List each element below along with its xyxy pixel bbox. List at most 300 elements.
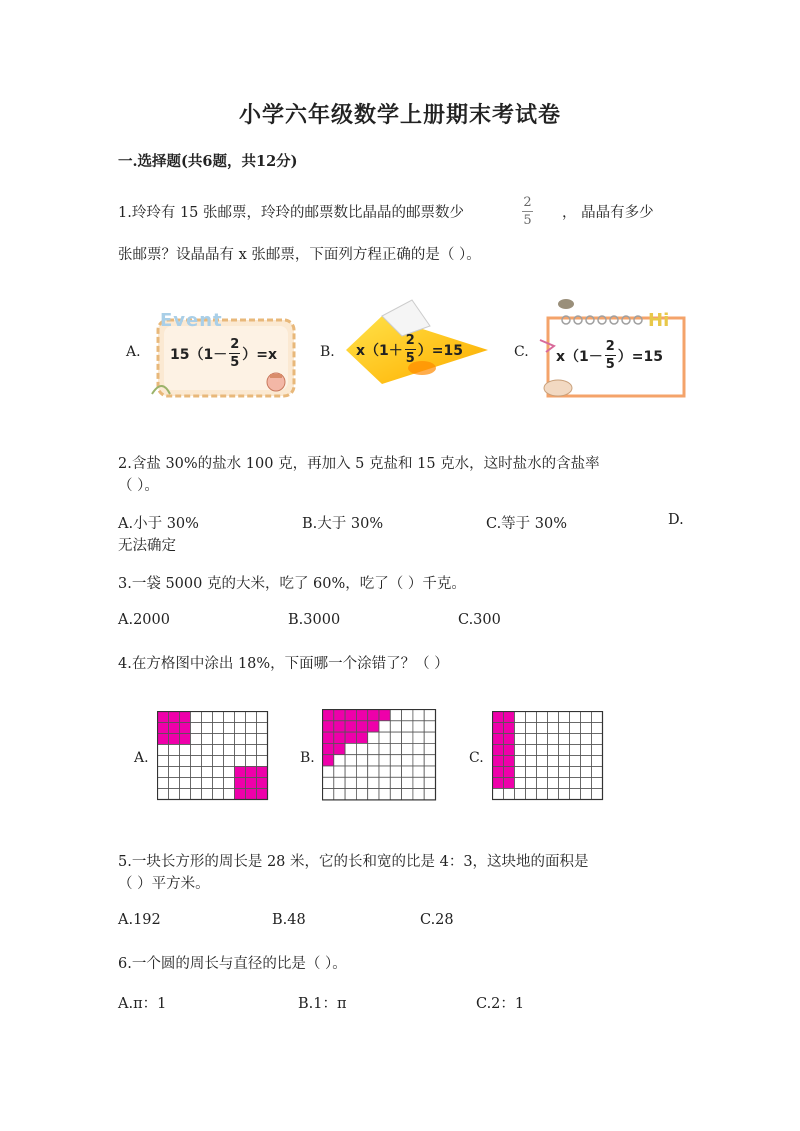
q4-a-grid-cell bbox=[257, 734, 268, 745]
q1-option-c-picture[interactable] bbox=[536, 296, 688, 406]
q4-b-grid-cell bbox=[402, 732, 413, 743]
q1-a-eq-frac bbox=[229, 338, 240, 369]
q4-c-grid-cell bbox=[581, 767, 592, 778]
q4-c-grid-cell bbox=[581, 745, 592, 756]
q4-a-grid-cell bbox=[246, 745, 257, 756]
q4-b-filled-cell bbox=[334, 743, 345, 754]
q4-b-grid-cell bbox=[368, 755, 379, 766]
q4-b-grid-cell bbox=[379, 789, 390, 800]
q4-a-filled-cell bbox=[180, 723, 191, 734]
q4-c-grid-cell bbox=[526, 778, 537, 789]
q4-b-grid-cell bbox=[345, 743, 356, 754]
q6-option-c[interactable]: C.2：1 bbox=[476, 996, 525, 1012]
q4-b-grid-cell bbox=[345, 789, 356, 800]
q1-frac-num: 2 bbox=[523, 195, 532, 210]
q4-c-grid-cell bbox=[559, 789, 570, 800]
q4-a-grid-cell bbox=[180, 745, 191, 756]
q4-c-grid-cell bbox=[548, 723, 559, 734]
q4-b-grid-cell bbox=[379, 777, 390, 788]
q1-b-eq-pre: x（1＋ bbox=[356, 342, 403, 359]
q1-line2: 张邮票？设晶晶有 x 张邮票，下面列方程正确的是（ ）。 bbox=[118, 247, 481, 263]
q4-b-filled-cell bbox=[323, 755, 334, 766]
q2-option-b[interactable]: B.大于 30% bbox=[302, 516, 384, 532]
q4-a-grid-cell bbox=[224, 778, 235, 789]
section-heading: 一.选择题(共6题，共12分) bbox=[118, 153, 298, 170]
q4-b-grid-cell bbox=[345, 766, 356, 777]
q4-c-grid-cell bbox=[515, 789, 526, 800]
q4-c-filled-cell bbox=[504, 723, 515, 734]
q4-c-filled-cell bbox=[493, 756, 504, 767]
q4-c-grid-cell bbox=[526, 712, 537, 723]
q3-option-b[interactable]: B.3000 bbox=[288, 612, 341, 628]
q4-b-filled-cell bbox=[345, 732, 356, 743]
q4-c-grid-cell bbox=[570, 745, 581, 756]
q4-b-grid-cell bbox=[424, 732, 435, 743]
q4-a-grid-cell bbox=[213, 712, 224, 723]
q4-a-grid-cell bbox=[191, 789, 202, 800]
q4-b-filled-cell bbox=[334, 710, 345, 721]
q4-c-grid-cell bbox=[526, 756, 537, 767]
q4-a-grid-cell bbox=[224, 734, 235, 745]
q4-b-grid-cell bbox=[424, 789, 435, 800]
q4-c-grid-cell bbox=[526, 723, 537, 734]
q4-c-filled-cell bbox=[504, 745, 515, 756]
q1-a-eq-pre: 15（1－ bbox=[170, 346, 228, 363]
q4-c-grid-cell bbox=[548, 767, 559, 778]
q4-c-grid-cell bbox=[548, 778, 559, 789]
q4-a-grid-cell bbox=[213, 778, 224, 789]
q4-c-grid-cell bbox=[570, 767, 581, 778]
q1-a-bar bbox=[229, 353, 240, 354]
q4-a-grid-cell bbox=[158, 789, 169, 800]
q4-a-filled-cell bbox=[169, 734, 180, 745]
q4-a-grid-cell bbox=[169, 789, 180, 800]
q4-c-grid-cell bbox=[592, 767, 603, 778]
q4-a-grid-cell bbox=[202, 778, 213, 789]
q4-b-grid-cell bbox=[402, 721, 413, 732]
q4-b-grid-cell bbox=[356, 755, 367, 766]
q4-a-filled-cell bbox=[235, 789, 246, 800]
q4-c-grid-cell bbox=[592, 712, 603, 723]
q4-c-grid-cell bbox=[504, 789, 515, 800]
q4-a-grid-cell bbox=[202, 745, 213, 756]
q4-b-grid-cell bbox=[402, 743, 413, 754]
q4-b-grid-cell bbox=[424, 721, 435, 732]
q4-c-filled-cell bbox=[504, 767, 515, 778]
q4-a-grid-cell bbox=[213, 723, 224, 734]
q4-c-filled-cell bbox=[493, 778, 504, 789]
q1-b-num: 2 bbox=[405, 333, 415, 348]
q4-c-grid-cell bbox=[559, 723, 570, 734]
q4-b-filled-cell bbox=[356, 732, 367, 743]
q4-a-grid-cell bbox=[202, 767, 213, 778]
q4-b-grid-cell bbox=[390, 789, 401, 800]
q4-c-filled-cell bbox=[493, 734, 504, 745]
q1-option-a-deco-text: Event bbox=[160, 310, 223, 331]
q4-option-b-grid[interactable] bbox=[322, 709, 437, 803]
q4-b-grid-cell bbox=[413, 766, 424, 777]
q4-b-grid-cell bbox=[424, 755, 435, 766]
q4-a-grid-cell bbox=[158, 778, 169, 789]
q4-a-grid-cell bbox=[202, 756, 213, 767]
q4-b-grid-cell bbox=[413, 721, 424, 732]
q4-c-filled-cell bbox=[504, 712, 515, 723]
q4-b-grid-cell bbox=[413, 755, 424, 766]
q4-c-grid-cell bbox=[515, 712, 526, 723]
q4-b-grid-cell bbox=[390, 766, 401, 777]
q4-a-grid-cell bbox=[246, 756, 257, 767]
q4-c-grid-cell bbox=[537, 767, 548, 778]
q2-option-d[interactable]: D. bbox=[668, 512, 684, 528]
q4-a-filled-cell bbox=[158, 712, 169, 723]
q4-b-grid-cell bbox=[390, 721, 401, 732]
q4-b-grid-cell bbox=[334, 777, 345, 788]
q4-c-filled-cell bbox=[493, 723, 504, 734]
q4-b-grid-cell bbox=[323, 766, 334, 777]
q4-c-grid-cell bbox=[570, 734, 581, 745]
q4-a-grid-cell bbox=[246, 723, 257, 734]
q4-c-grid-cell bbox=[537, 712, 548, 723]
q4-a-grid-cell bbox=[191, 712, 202, 723]
q4-a-grid-cell bbox=[213, 789, 224, 800]
q1-b-bar bbox=[405, 349, 416, 350]
q1-c-num: 2 bbox=[605, 339, 615, 354]
q5-option-b[interactable]: B.48 bbox=[272, 912, 306, 928]
q4-c-grid-cell bbox=[559, 778, 570, 789]
q4-b-grid-cell bbox=[379, 732, 390, 743]
q1-frac-den: 5 bbox=[523, 213, 532, 228]
q3-line1: 3.一袋 5000 克的大米，吃了 60%，吃了（ ）千克。 bbox=[118, 576, 466, 592]
q4-b-grid-cell bbox=[368, 789, 379, 800]
q4-a-grid-cell bbox=[224, 789, 235, 800]
q4-c-grid-cell bbox=[537, 756, 548, 767]
q4-c-grid-cell bbox=[592, 734, 603, 745]
q4-b-grid-cell bbox=[345, 755, 356, 766]
q4-a-grid-cell bbox=[235, 712, 246, 723]
q4-b-grid-cell bbox=[368, 732, 379, 743]
q4-b-grid-cell bbox=[413, 710, 424, 721]
q4-a-grid-cell bbox=[158, 756, 169, 767]
q4-c-filled-cell bbox=[504, 734, 515, 745]
q4-c-grid-cell bbox=[592, 778, 603, 789]
q4-a-grid-cell bbox=[224, 767, 235, 778]
q2-line1: 2.含盐 30%的盐水 100 克，再加入 5 克盐和 15 克水，这时盐水的含盐率 bbox=[118, 456, 600, 472]
q1-c-eq-frac bbox=[605, 340, 616, 371]
q1-b-den: 5 bbox=[405, 351, 415, 366]
q4-c-grid-cell bbox=[559, 756, 570, 767]
q1-text-pre: 1.玲玲有 15 张邮票，玲玲的邮票数比晶晶的邮票数少 bbox=[118, 205, 465, 221]
q1-fraction bbox=[522, 195, 533, 228]
q4-b-grid-cell bbox=[402, 777, 413, 788]
q4-a-grid-cell bbox=[224, 712, 235, 723]
q4-c-grid-cell bbox=[592, 789, 603, 800]
q4-b-grid-cell bbox=[379, 721, 390, 732]
q4-c-grid-cell bbox=[548, 712, 559, 723]
q4-b-filled-cell bbox=[368, 710, 379, 721]
q4-b-grid-cell bbox=[402, 710, 413, 721]
q4-b-grid-cell bbox=[424, 766, 435, 777]
q4-b-filled-cell bbox=[323, 732, 334, 743]
q4-c-grid-cell bbox=[559, 734, 570, 745]
q4-a-filled-cell bbox=[180, 734, 191, 745]
q4-b-grid-cell bbox=[390, 755, 401, 766]
q4-b-grid-cell bbox=[356, 766, 367, 777]
q4-a-grid-cell bbox=[180, 789, 191, 800]
q4-b-grid-cell bbox=[334, 789, 345, 800]
q4-c-grid-cell bbox=[515, 734, 526, 745]
q4-c-grid-cell bbox=[515, 723, 526, 734]
q4-a-grid-cell bbox=[213, 767, 224, 778]
q4-b-grid-cell bbox=[402, 766, 413, 777]
q4-c-grid-cell bbox=[581, 789, 592, 800]
q4-c-grid-cell bbox=[548, 734, 559, 745]
q4-b-grid-cell bbox=[390, 777, 401, 788]
q4-b-grid-cell bbox=[413, 732, 424, 743]
q4-c-grid-cell bbox=[515, 767, 526, 778]
q4-c-grid-cell bbox=[537, 745, 548, 756]
q4-c-grid-cell bbox=[526, 734, 537, 745]
q4-b-filled-cell bbox=[323, 743, 334, 754]
q4-a-grid-cell bbox=[213, 745, 224, 756]
q5-option-c[interactable]: C.28 bbox=[420, 912, 454, 928]
q4-a-grid-cell bbox=[158, 767, 169, 778]
q1-option-c-label[interactable]: C. bbox=[514, 344, 529, 360]
q4-a-grid-cell bbox=[235, 734, 246, 745]
q4-b-grid-cell bbox=[390, 743, 401, 754]
q4-b-grid-cell bbox=[413, 777, 424, 788]
q4-option-a-grid[interactable] bbox=[157, 711, 269, 803]
q4-option-c-label[interactable]: C. bbox=[469, 750, 484, 766]
q4-c-grid-cell bbox=[559, 745, 570, 756]
q4-c-filled-cell bbox=[504, 778, 515, 789]
q4-a-filled-cell bbox=[257, 767, 268, 778]
q4-b-filled-cell bbox=[334, 732, 345, 743]
q4-a-grid-cell bbox=[202, 789, 213, 800]
q4-a-filled-cell bbox=[257, 778, 268, 789]
q4-c-grid-cell bbox=[581, 778, 592, 789]
q4-b-grid-cell bbox=[356, 743, 367, 754]
q4-b-grid-cell bbox=[368, 743, 379, 754]
q1-option-a-label[interactable]: A. bbox=[126, 344, 141, 360]
q4-a-grid-cell bbox=[202, 712, 213, 723]
q4-b-grid-cell bbox=[323, 777, 334, 788]
q4-c-grid-cell bbox=[570, 756, 581, 767]
q1-frac-bar bbox=[522, 211, 533, 212]
q4-option-c-grid[interactable] bbox=[492, 711, 604, 803]
q4-b-grid-cell bbox=[345, 777, 356, 788]
q4-a-filled-cell bbox=[235, 767, 246, 778]
q4-c-grid-cell bbox=[515, 745, 526, 756]
q4-a-grid-cell bbox=[257, 756, 268, 767]
q4-a-grid-cell bbox=[191, 767, 202, 778]
q5-line2: （ ）平方米。 bbox=[118, 876, 210, 892]
q4-b-grid-cell bbox=[413, 789, 424, 800]
q4-a-grid-cell bbox=[257, 745, 268, 756]
q1-option-b-label[interactable]: B. bbox=[320, 344, 335, 360]
q4-a-filled-cell bbox=[246, 789, 257, 800]
q4-a-filled-cell bbox=[257, 789, 268, 800]
q1-option-a-picture[interactable] bbox=[150, 308, 300, 400]
q4-a-grid-cell bbox=[246, 734, 257, 745]
q4-b-grid-cell bbox=[424, 743, 435, 754]
q4-c-grid-cell bbox=[526, 789, 537, 800]
q4-a-filled-cell bbox=[158, 723, 169, 734]
q4-a-grid-cell bbox=[213, 756, 224, 767]
q6-option-b[interactable]: B.1：π bbox=[298, 996, 347, 1012]
q4-b-filled-cell bbox=[323, 721, 334, 732]
page-title: 小学六年级数学上册期末考试卷 bbox=[238, 102, 561, 128]
q2-option-c[interactable]: C.等于 30% bbox=[486, 516, 568, 532]
q4-a-grid-cell bbox=[257, 723, 268, 734]
q4-a-grid-cell bbox=[235, 745, 246, 756]
q4-option-a-label[interactable]: A. bbox=[134, 750, 149, 766]
q4-c-grid-cell bbox=[548, 789, 559, 800]
q4-a-grid-cell bbox=[180, 767, 191, 778]
q4-c-grid-cell bbox=[559, 712, 570, 723]
q4-a-grid-cell bbox=[169, 756, 180, 767]
q4-c-grid-cell bbox=[515, 756, 526, 767]
q4-a-grid-cell bbox=[257, 712, 268, 723]
q4-a-grid-cell bbox=[224, 756, 235, 767]
q4-c-grid-cell bbox=[537, 789, 548, 800]
q4-c-grid-cell bbox=[548, 745, 559, 756]
q1-option-b-equation bbox=[356, 334, 463, 365]
q1-option-a-equation bbox=[170, 338, 277, 369]
q4-b-grid-cell bbox=[402, 789, 413, 800]
q1-option-c-equation bbox=[556, 340, 663, 371]
q4-a-grid-cell bbox=[213, 734, 224, 745]
q4-c-grid-cell bbox=[537, 734, 548, 745]
q1-b-eq-post: ）=15 bbox=[417, 342, 463, 359]
q1-c-eq-post: ）=15 bbox=[617, 348, 663, 365]
q4-c-grid-cell bbox=[592, 756, 603, 767]
q4-c-grid-cell bbox=[570, 723, 581, 734]
q2-line2: （ ）。 bbox=[118, 478, 159, 494]
q1-a-eq-post: ）=x bbox=[242, 346, 277, 363]
q4-b-grid-cell bbox=[334, 766, 345, 777]
q3-option-a[interactable]: A.2000 bbox=[118, 612, 170, 628]
q4-c-grid-cell bbox=[581, 756, 592, 767]
q4-b-filled-cell bbox=[356, 710, 367, 721]
q4-b-grid-cell bbox=[368, 766, 379, 777]
q2-option-a[interactable]: A.小于 30% bbox=[118, 516, 199, 532]
q4-line1: 4.在方格图中涂出 18%，下面哪一个涂错了？（ ） bbox=[118, 656, 449, 672]
q4-b-grid-cell bbox=[402, 755, 413, 766]
q1-a-den: 5 bbox=[230, 355, 240, 370]
q4-c-grid-cell bbox=[537, 723, 548, 734]
q4-a-filled-cell bbox=[246, 767, 257, 778]
q4-a-grid-cell bbox=[191, 778, 202, 789]
q4-c-grid-cell bbox=[515, 778, 526, 789]
q4-a-grid-cell bbox=[224, 723, 235, 734]
q6-line1: 6.一个圆的周长与直径的比是（ ）。 bbox=[118, 956, 347, 972]
q4-c-grid-cell bbox=[581, 723, 592, 734]
q4-b-filled-cell bbox=[345, 710, 356, 721]
q3-option-c[interactable]: C.300 bbox=[458, 612, 501, 628]
q4-b-grid-cell bbox=[323, 789, 334, 800]
q4-b-filled-cell bbox=[345, 721, 356, 732]
q4-c-grid-cell bbox=[581, 712, 592, 723]
q4-a-grid-cell bbox=[169, 745, 180, 756]
q4-a-grid-cell bbox=[202, 723, 213, 734]
q4-b-grid-cell bbox=[356, 789, 367, 800]
q1-option-c-deco-text: Hi bbox=[648, 310, 670, 331]
q4-c-grid-cell bbox=[526, 745, 537, 756]
q4-c-grid-cell bbox=[526, 767, 537, 778]
q4-c-grid-cell bbox=[592, 745, 603, 756]
q4-a-filled-cell bbox=[246, 778, 257, 789]
q4-b-grid-cell bbox=[356, 777, 367, 788]
q4-c-filled-cell bbox=[493, 745, 504, 756]
q4-a-grid-cell bbox=[191, 745, 202, 756]
q4-b-filled-cell bbox=[356, 721, 367, 732]
q4-b-filled-cell bbox=[368, 721, 379, 732]
q1-text-post: ， 晶晶有多少 bbox=[562, 205, 654, 221]
q4-a-grid-cell bbox=[180, 756, 191, 767]
q4-b-grid-cell bbox=[413, 743, 424, 754]
q4-a-filled-cell bbox=[158, 734, 169, 745]
q4-b-grid-cell bbox=[379, 755, 390, 766]
q4-c-grid-cell bbox=[570, 712, 581, 723]
q2-option-d-wrap[interactable]: 无法确定 bbox=[118, 538, 176, 554]
q4-c-grid-cell bbox=[493, 789, 504, 800]
q4-a-grid-cell bbox=[191, 756, 202, 767]
q4-a-filled-cell bbox=[235, 778, 246, 789]
q4-a-grid-cell bbox=[202, 734, 213, 745]
q4-b-grid-cell bbox=[390, 732, 401, 743]
q4-b-grid-cell bbox=[390, 710, 401, 721]
q1-c-bar bbox=[605, 355, 616, 356]
q4-b-grid-cell bbox=[379, 743, 390, 754]
q1-option-b-picture[interactable] bbox=[342, 296, 492, 396]
q4-b-grid-cell bbox=[424, 710, 435, 721]
q5-line1: 5.一块长方形的周长是 28 米，它的长和宽的比是 4：3，这块地的面积是 bbox=[118, 854, 589, 870]
q4-b-grid-cell bbox=[368, 777, 379, 788]
q4-b-grid-cell bbox=[334, 755, 345, 766]
q4-b-filled-cell bbox=[379, 710, 390, 721]
q4-b-grid-cell bbox=[424, 777, 435, 788]
q4-c-grid-cell bbox=[581, 734, 592, 745]
q6-option-a[interactable]: A.π：1 bbox=[118, 996, 167, 1012]
q4-a-grid-cell bbox=[191, 723, 202, 734]
q4-a-grid-cell bbox=[169, 767, 180, 778]
q4-b-filled-cell bbox=[334, 721, 345, 732]
q4-b-filled-cell bbox=[323, 710, 334, 721]
q4-c-filled-cell bbox=[504, 756, 515, 767]
q1-b-eq-frac bbox=[405, 334, 416, 365]
q4-c-grid-cell bbox=[570, 789, 581, 800]
q4-b-grid-cell bbox=[379, 766, 390, 777]
q4-c-grid-cell bbox=[592, 723, 603, 734]
q4-c-filled-cell bbox=[493, 767, 504, 778]
q5-option-a[interactable]: A.192 bbox=[118, 912, 161, 928]
q4-a-grid-cell bbox=[224, 745, 235, 756]
q1-c-eq-pre: x（1－ bbox=[556, 348, 603, 365]
q4-c-grid-cell bbox=[537, 778, 548, 789]
q4-a-grid-cell bbox=[235, 723, 246, 734]
q4-a-grid-cell bbox=[191, 734, 202, 745]
q4-a-grid-cell bbox=[235, 756, 246, 767]
q4-a-filled-cell bbox=[169, 723, 180, 734]
q4-a-filled-cell bbox=[180, 712, 191, 723]
q4-option-b-label[interactable]: B. bbox=[300, 750, 315, 766]
q4-c-grid-cell bbox=[559, 767, 570, 778]
q1-c-den: 5 bbox=[605, 357, 615, 372]
q4-a-grid-cell bbox=[246, 712, 257, 723]
q4-c-grid-cell bbox=[570, 778, 581, 789]
q4-a-grid-cell bbox=[158, 745, 169, 756]
q1-line1 bbox=[118, 201, 464, 222]
